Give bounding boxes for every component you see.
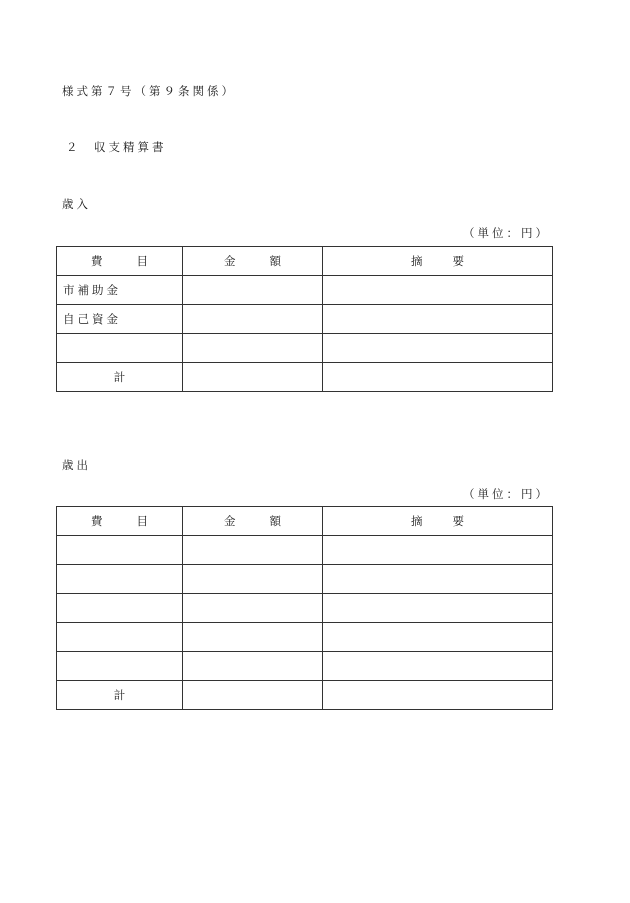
- item-cell: [57, 652, 183, 681]
- item-cell: 自己資金: [57, 305, 183, 334]
- total-amount-cell: [183, 681, 323, 710]
- expense-unit-label: （単位：円）: [463, 487, 550, 501]
- section-heading: [66, 139, 167, 155]
- item-cell: [57, 334, 183, 363]
- form-title: 様式第７号（第９条関係）: [62, 84, 236, 98]
- table-row: [57, 623, 553, 652]
- item-cell: [57, 536, 183, 565]
- note-cell: [323, 305, 553, 334]
- column-header-amount: 金 額: [183, 507, 323, 536]
- note-cell: [323, 565, 553, 594]
- total-row: [57, 363, 553, 392]
- column-header-note: 摘 要: [323, 507, 553, 536]
- amount-cell: [183, 334, 323, 363]
- amount-cell: [183, 276, 323, 305]
- table-row: [57, 334, 553, 363]
- column-header-item: 費 目: [57, 247, 183, 276]
- table-row: [57, 652, 553, 681]
- income-heading: 歳入: [62, 197, 91, 211]
- total-row: [57, 681, 553, 710]
- item-cell: [57, 623, 183, 652]
- table-header-row: [57, 507, 553, 536]
- table-row: [57, 594, 553, 623]
- note-cell: [323, 652, 553, 681]
- column-header-note: 摘 要: [323, 247, 553, 276]
- item-cell: [57, 565, 183, 594]
- table-row: [57, 536, 553, 565]
- amount-cell: [183, 305, 323, 334]
- note-cell: [323, 334, 553, 363]
- total-note-cell: [323, 363, 553, 392]
- column-header-amount: 金 額: [183, 247, 323, 276]
- amount-cell: [183, 536, 323, 565]
- table-row: [57, 565, 553, 594]
- note-cell: [323, 594, 553, 623]
- income-unit-label: （単位：円）: [463, 226, 550, 240]
- table-row: [57, 305, 553, 334]
- expense-table: [56, 506, 553, 710]
- amount-cell: [183, 594, 323, 623]
- income-table: [56, 246, 553, 392]
- amount-cell: [183, 623, 323, 652]
- table-row: [57, 276, 553, 305]
- note-cell: [323, 276, 553, 305]
- total-amount-cell: [183, 363, 323, 392]
- section-title: 収支精算書: [94, 140, 167, 154]
- amount-cell: [183, 652, 323, 681]
- amount-cell: [183, 565, 323, 594]
- item-cell: 市補助金: [57, 276, 183, 305]
- note-cell: [323, 623, 553, 652]
- expense-heading: 歳出: [62, 458, 91, 472]
- total-label: 計: [57, 681, 183, 710]
- table-header-row: [57, 247, 553, 276]
- column-header-item: 費 目: [57, 507, 183, 536]
- item-cell: [57, 594, 183, 623]
- section-number: ２: [66, 140, 78, 154]
- total-note-cell: [323, 681, 553, 710]
- total-label: 計: [57, 363, 183, 392]
- note-cell: [323, 536, 553, 565]
